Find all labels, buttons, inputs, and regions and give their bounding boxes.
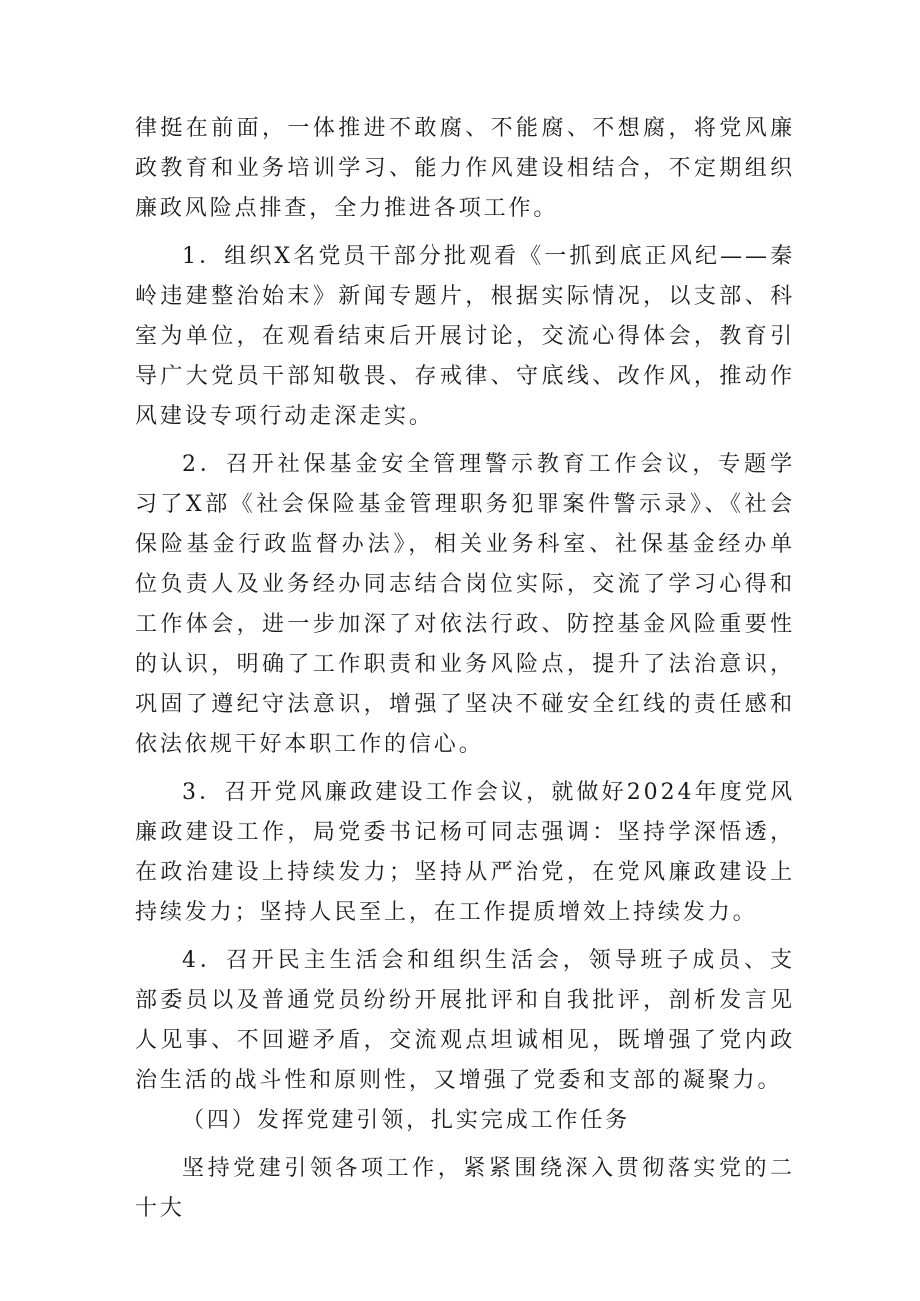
document-body (135, 109, 795, 1229)
paragraph-item-3: 3．召开党风廉政建设工作会议，就做好2024年度党风廉政建设工作，局党委书记杨可同志强调：坚持学深悟透，在政治建设上持续发力；坚持从严治党，在党风廉政建设上持续发力；坚持人民至上，在工作提质增效上持续发力。 (135, 780, 795, 925)
paragraph-item-4: 4．召开民主生活会和组织生活会，领导班子成员、支部委员以及普通党员纷纷开展批评和自我批评，剖析发言见人见事、不回避矛盾，交流观点坦诚相见，既增强了党内政治生活的战斗性和原则性，又增强了党委和支部的凝聚力。 (135, 948, 795, 1093)
paragraph-item-2: 2．召开社保基金安全管理警示教育工作会议，专题学习了X部《社会保险基金管理职务犯罪案件警示录》、《社会保险基金行政监督办法》，相关业务科室、社保基金经办单位负责人及业务经办同志结合岗位实际，交流了学习心得和工作体会，进一步加深了对依法行政、防控基金风险重要性的认识，明确了工作职责和业务风险点，提升了法治意识，巩固了遵纪守法意识，增强了坚决不碰安全红线的责任感和依法依规干好本职工作的信心。 (135, 452, 795, 757)
section-heading: （四）发挥党建引领，扎实完成工作任务 (182, 1108, 631, 1133)
paragraph-item-1: 1．组织X名党员干部分批观看《一抓到底正风纪——秦岭违建整治始末》新闻专题片，根据实际情况，以支部、科室为单位，在观看结束后开展讨论，交流心得体会，教育引导广大党员干部知敬畏、存戒律、守底线、改作风，推动作风建设专项行动走深走实。 (135, 244, 795, 429)
paragraph-closing: 坚持党建引领各项工作，紧紧围绕深入贯彻落实党的二十大 (135, 1156, 795, 1221)
paragraph-intro-continued: 律挺在前面，一体推进不敢腐、不能腐、不想腐，将党风廉政教育和业务培训学习、能力作风建设相结合，不定期组织廉政风险点排查，全力推进各项工作。 (135, 116, 795, 221)
